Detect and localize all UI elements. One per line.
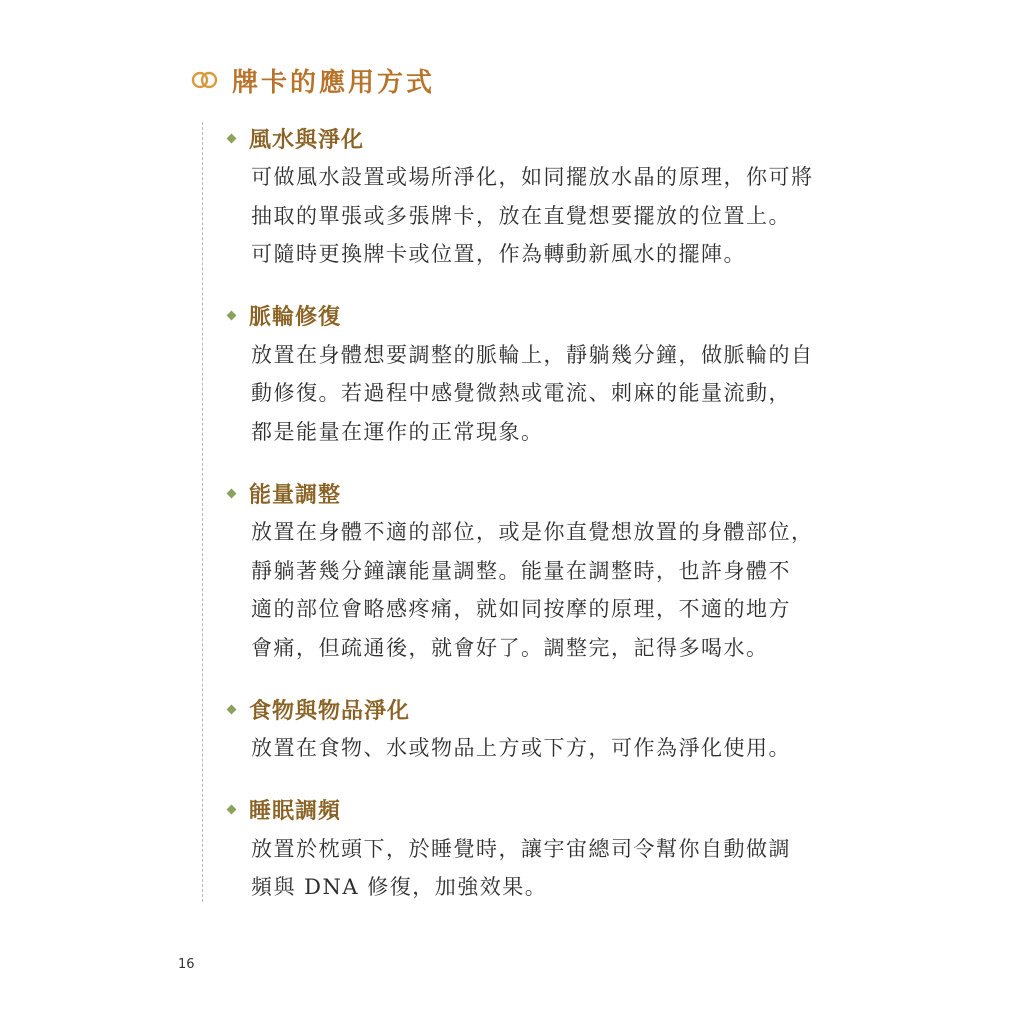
text-line: 放置於枕頭下，於睡覺時，讓宇宙總司令幫你自動做調 <box>251 836 791 861</box>
diamond-bullet-icon <box>227 704 237 714</box>
diamond-bullet-icon <box>227 311 237 321</box>
section-header <box>226 120 846 156</box>
section-chakra <box>226 298 846 452</box>
section-header <box>226 792 846 828</box>
diamond-bullet-icon <box>227 488 237 498</box>
section-fengshui <box>226 120 846 274</box>
section-sleep <box>226 792 846 907</box>
section-food <box>226 691 846 768</box>
section-energy <box>226 475 846 667</box>
section-header <box>226 298 846 334</box>
text-line: 放置在身體想要調整的脈輪上，靜躺幾分鐘，做脈輪的自 <box>251 342 814 367</box>
text-line: 頻與 DNA 修復，加強效果。 <box>251 875 548 899</box>
diamond-bullet-icon <box>227 805 237 815</box>
text-line: 放置在身體不適的部位，或是你直覺想放置的身體部位， <box>251 520 814 544</box>
text-line: 可做風水設置或場所淨化，如同擺放水晶的原理，你可將 <box>251 165 814 189</box>
diamond-bullet-icon <box>227 133 237 143</box>
text-line: 放置在食物、水或物品上方或下方，可作為淨化使用。 <box>251 736 791 760</box>
text-line: 可隨時更換牌卡或位置，作為轉動新風水的擺陣。 <box>251 242 746 266</box>
section-title: 脈輪修復 <box>249 304 342 330</box>
section-header <box>226 475 846 511</box>
section-header <box>226 691 846 727</box>
page-title: 牌卡的應用方式 <box>232 67 436 98</box>
dashed-divider <box>202 122 203 902</box>
text-line: 會痛，但疏通後，就會好了。調整完，記得多喝水。 <box>251 635 769 660</box>
interlocked-rings-icon <box>190 70 220 90</box>
text-line: 適的部位會略感疼痛，就如同按摩的原理，不適的地方 <box>251 597 791 621</box>
section-title: 睡眠調頻 <box>249 798 342 824</box>
content-area <box>226 120 846 931</box>
text-line: 都是能量在運作的正常現象。 <box>251 419 544 444</box>
section-title: 能量調整 <box>249 481 342 508</box>
section-title: 風水與淨化 <box>249 126 365 153</box>
text-line: 動修復。若過程中感覺微熱或電流、刺麻的能量流動， <box>251 381 791 405</box>
page-number: 16 <box>178 957 195 972</box>
text-line: 靜躺著幾分鐘讓能量調整。能量在調整時，也許身體不 <box>251 558 791 583</box>
section-title: 食物與物品淨化 <box>249 697 411 724</box>
text-line: 抽取的單張或多張牌卡，放在直覺想要擺放的位置上。 <box>251 203 791 228</box>
section-heading <box>190 58 435 102</box>
